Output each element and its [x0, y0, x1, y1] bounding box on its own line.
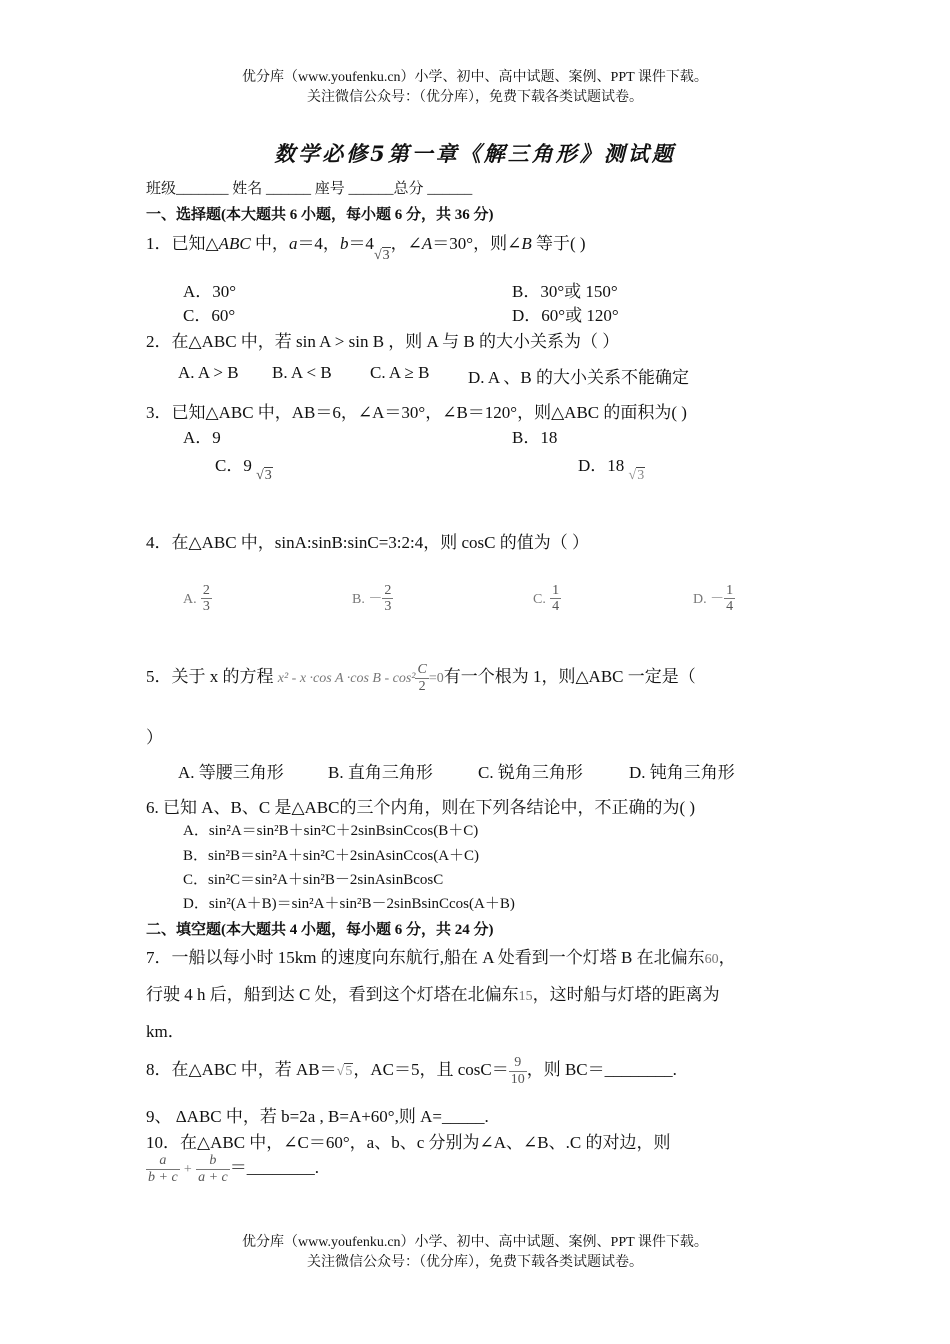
question-7-line-3: km． [146, 1022, 185, 1041]
q3-option-c: C．9 √3 [215, 456, 272, 483]
q4-option-c: C. $\frac{1}{4}$ [533, 583, 560, 615]
question-7-line-2: 行驶 4 h 后，船到达 C 处，看到这个灯塔在北偏东15，这时船与灯塔的距离为 [146, 985, 720, 1004]
section-choice-heading: 一、选择题(本大题共 6 小题，每小题 6 分，共 36 分) [146, 207, 494, 223]
sqrt-3: √3 [373, 248, 390, 263]
page-title: 数学必修5第一章《解三角形》测试题 [274, 141, 676, 166]
q5-option-b: B. 直角三角形 [328, 763, 433, 782]
student-info-line: 班级_______ 姓名 ______ 座号 ______总分 ______ [146, 181, 473, 197]
q5-formula: x² - x ·cos A ·cos B - cos² [277, 671, 416, 686]
section-fill-heading: 二、填空题(本大题共 4 小题，每小题 6 分，共 24 分) [146, 922, 494, 938]
q6-option-b: B．sin²B＝sin²A＋sin²C＋2sinAsinCcos(A＋C) [183, 848, 480, 864]
fraction-b-over-a-plus-c: $\frac{b}{a + c}$ [198, 1153, 228, 1185]
footer-line-1: 优分库（www.youfenku.cn）小学、初中、高中试题、案例、PPT 课件下载。 [242, 1235, 708, 1250]
q2-option-a: A. A > B [178, 363, 239, 382]
q1-option-d: D．60°或 120° [512, 306, 619, 325]
q2-option-d: D. A 、B 的大小关系不能确定 [468, 368, 690, 387]
q5-fraction: $\frac{C}{2}$ [417, 662, 427, 694]
header-line-1: 优分库（www.youfenku.cn）小学、初中、高中试题、案例、PPT 课件下载。 [242, 70, 708, 85]
question-1-stem: 1．已知△ABC 中，a＝4，b＝4√3，∠A＝30°，则∠B 等于( ) [146, 234, 586, 263]
question-5-stem: 5．关于 x 的方程 x² - x ·cos A ·cos B - cos² $\frac{C}{2}$ =0有一个根为 1，则△ABC 一定是（ [146, 662, 696, 694]
question-10-line-2: $\frac{a}{b + c}$ + $\frac{b}{a + c}$ ＝________. [148, 1153, 319, 1185]
q1-option-c: C．60° [183, 306, 236, 325]
footer-line-2: 关注微信公众号：（优分库），免费下载各类试题试卷。 [307, 1255, 643, 1270]
q5-option-a: A. 等腰三角形 [178, 763, 284, 782]
q2-option-b: B. A < B [272, 363, 332, 382]
question-3-stem: 3．已知△ABC 中，AB＝6，∠A＝30°，∠B＝120°，则△ABC 的面积为( ) [146, 403, 687, 422]
q6-option-c: C．sin²C＝sin²A＋sin²B－2sinAsinBcosC [183, 872, 444, 888]
q1-option-b: B．30°或 150° [512, 282, 618, 301]
q5-option-d: D. 钝角三角形 [629, 763, 735, 782]
q6-option-a: A．sin²A＝sin²B＋sin²C＋2sinBsinCcos(B＋C) [183, 823, 479, 839]
question-2-stem: 2．在△ABC 中，若 sin A > sin B ，则 A 与 B 的大小关系为（ ） [146, 332, 620, 351]
fraction-a-over-b-plus-c: $\frac{a}{b + c}$ [148, 1153, 178, 1185]
q6-option-d: D．sin²(A＋B)＝sin²A＋sin²B－2sinBsinCcos(A＋B) [183, 896, 515, 912]
question-5-close: ） [146, 728, 163, 747]
q3-option-d: D．18 √3 [578, 456, 645, 483]
q3-option-b: B．18 [512, 428, 558, 447]
question-7-line-1: 7．一船以每小时 15km 的速度向东航行,船在 A 处看到一个灯塔 B 在北偏东60， [146, 948, 736, 967]
question-4-stem: 4．在△ABC 中，sinA:sinB:sinC=3:2:4，则 cosC 的值为（ ） [146, 533, 589, 552]
q1-option-a: A．30° [183, 282, 237, 301]
question-10-line-1: 10．在△ABC 中，∠C＝60°，a、b、c 分别为∠A、∠B、.C 的对边，则 [146, 1133, 671, 1152]
q2-option-c: C. A ≥ B [370, 363, 430, 382]
header-line-2: 关注微信公众号：（优分库），免费下载各类试题试卷。 [307, 90, 643, 105]
q4-option-b: B. － $\frac{2}{3}$ [352, 583, 392, 615]
q3-option-a: A．9 [183, 428, 221, 447]
fraction-2-3: $\frac{2}{3}$ [202, 583, 210, 615]
fraction-9-10: $\frac{9}{10}$ [510, 1055, 525, 1087]
question-9: 9、 ΔABC 中，若 b=2a , B=A+60°,则 A=_____. [146, 1107, 489, 1126]
q4-option-a: A. $\frac{2}{3}$ [183, 583, 210, 615]
q4-option-d: D. － $\frac{1}{4}$ [693, 583, 734, 615]
question-6-stem: 6. 已知 A、B、C 是△ABC的三个内角，则在下列各结论中，不正确的为( ) [146, 798, 696, 817]
q5-option-c: C. 锐角三角形 [478, 763, 583, 782]
question-8: 8．在△ABC 中，若 AB＝√5，AC＝5，且 cosC＝ $\frac{9}{10}$ ，则 BC＝________. [146, 1055, 677, 1087]
